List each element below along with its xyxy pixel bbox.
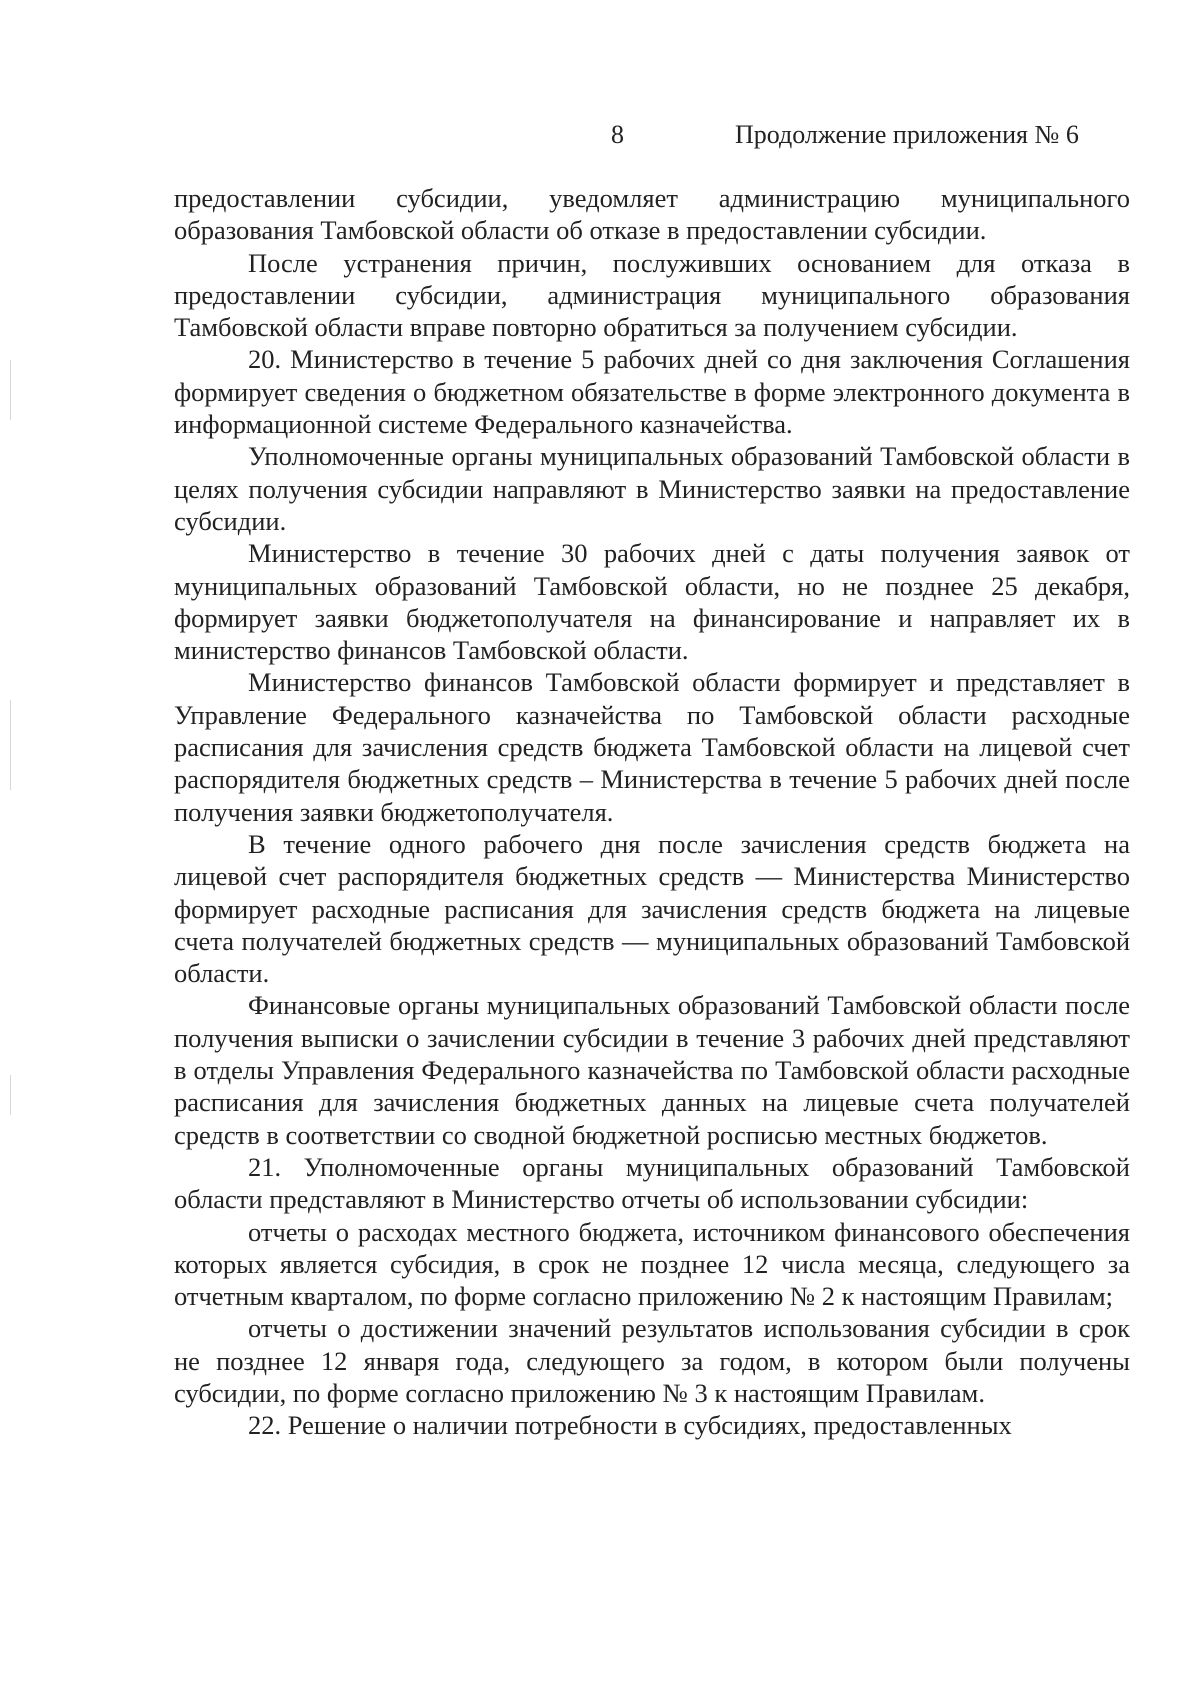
document-body — [174, 182, 1130, 1442]
paragraph: предоставлении субсидии, уведомляет администрацию муниципального образования Тамбовской области об отказе в предоставлении субсидии. — [174, 183, 1130, 246]
paragraph: отчеты о достижении значений результатов использования субсидии в срок не позднее 12 января года, следующего за годом, в котором были получены субсидии, по форме согласно приложению № 3 к настоящим Правилам. — [174, 1313, 1130, 1408]
paragraph: Уполномоченные органы муниципальных образований Тамбовской области в целях получения субсидии направляют в Министерство заявки на предоставление субсидии. — [174, 441, 1130, 536]
page-header — [0, 120, 1200, 160]
appendix-continuation-label: Продолжение приложения № 6 — [735, 120, 1079, 149]
scan-margin-mark — [10, 360, 11, 420]
paragraph: Финансовые органы муниципальных образований Тамбовской области после получения выписки о зачислении субсидии в течение 3 рабочих дней представляют в отделы Управления Федерального казначейства по Тамбовской области расходные расписания для зачисления бюджетных данных на лицевые счета получателей средств в соответствии со сводной бюджетной росписью местных бюджетов. — [174, 990, 1130, 1150]
paragraph: 20. Министерство в течение 5 рабочих дней со дня заключения Соглашения формирует сведения о бюджетном обязательстве в форме электронного документа в информационной системе Федерального казначейства. — [174, 344, 1130, 440]
scan-margin-mark — [10, 1075, 11, 1115]
paragraph: В течение одного рабочего дня после зачисления средств бюджета на лицевой счет распорядителя бюджетных средств — Министерства Министерство формирует расходные расписания для зачисления средств бюджета на лицевые счета получателей бюджетных средств — муниципальных образований Тамбовской области. — [174, 828, 1130, 989]
paragraph: Министерство в течение 30 рабочих дней с даты получения заявок от муниципальных образований Тамбовской области, но не позднее 25 декабря, формирует заявки бюджетополучателя на финансирование и направляет их в министерство финансов Тамбовской области. — [174, 538, 1130, 666]
scan-margin-mark — [10, 700, 11, 790]
paragraph: 21. Уполномоченные органы муниципальных образований Тамбовской области представляют в Министерство отчеты об использовании субсидии: — [174, 1151, 1130, 1215]
paragraph: После устранения причин, послуживших основанием для отказа в предоставлении субсидии, администрация муниципального образования Тамбовской области вправе повторно обратиться за получением субсидии. — [174, 247, 1130, 343]
paragraph: Министерство финансов Тамбовской области формирует и представляет в Управление Федерального казначейства по Тамбовской области расходные расписания для зачисления средств бюджета Тамбовской области на лицевой счет распорядителя бюджетных средств – Министерства в течение 5 рабочих дней после получения заявки бюджетополучателя. — [174, 667, 1130, 827]
page-number: 8 — [611, 120, 624, 149]
paragraph: отчеты о расходах местного бюджета, источником финансового обеспечения которых является субсидия, в срок не позднее 12 числа месяца, следующего за отчетным кварталом, по форме согласно приложению № 2 к настоящим Правилам; — [174, 1216, 1130, 1312]
paragraph: 22. Решение о наличии потребности в субсидиях, предоставленных — [248, 1410, 1012, 1441]
